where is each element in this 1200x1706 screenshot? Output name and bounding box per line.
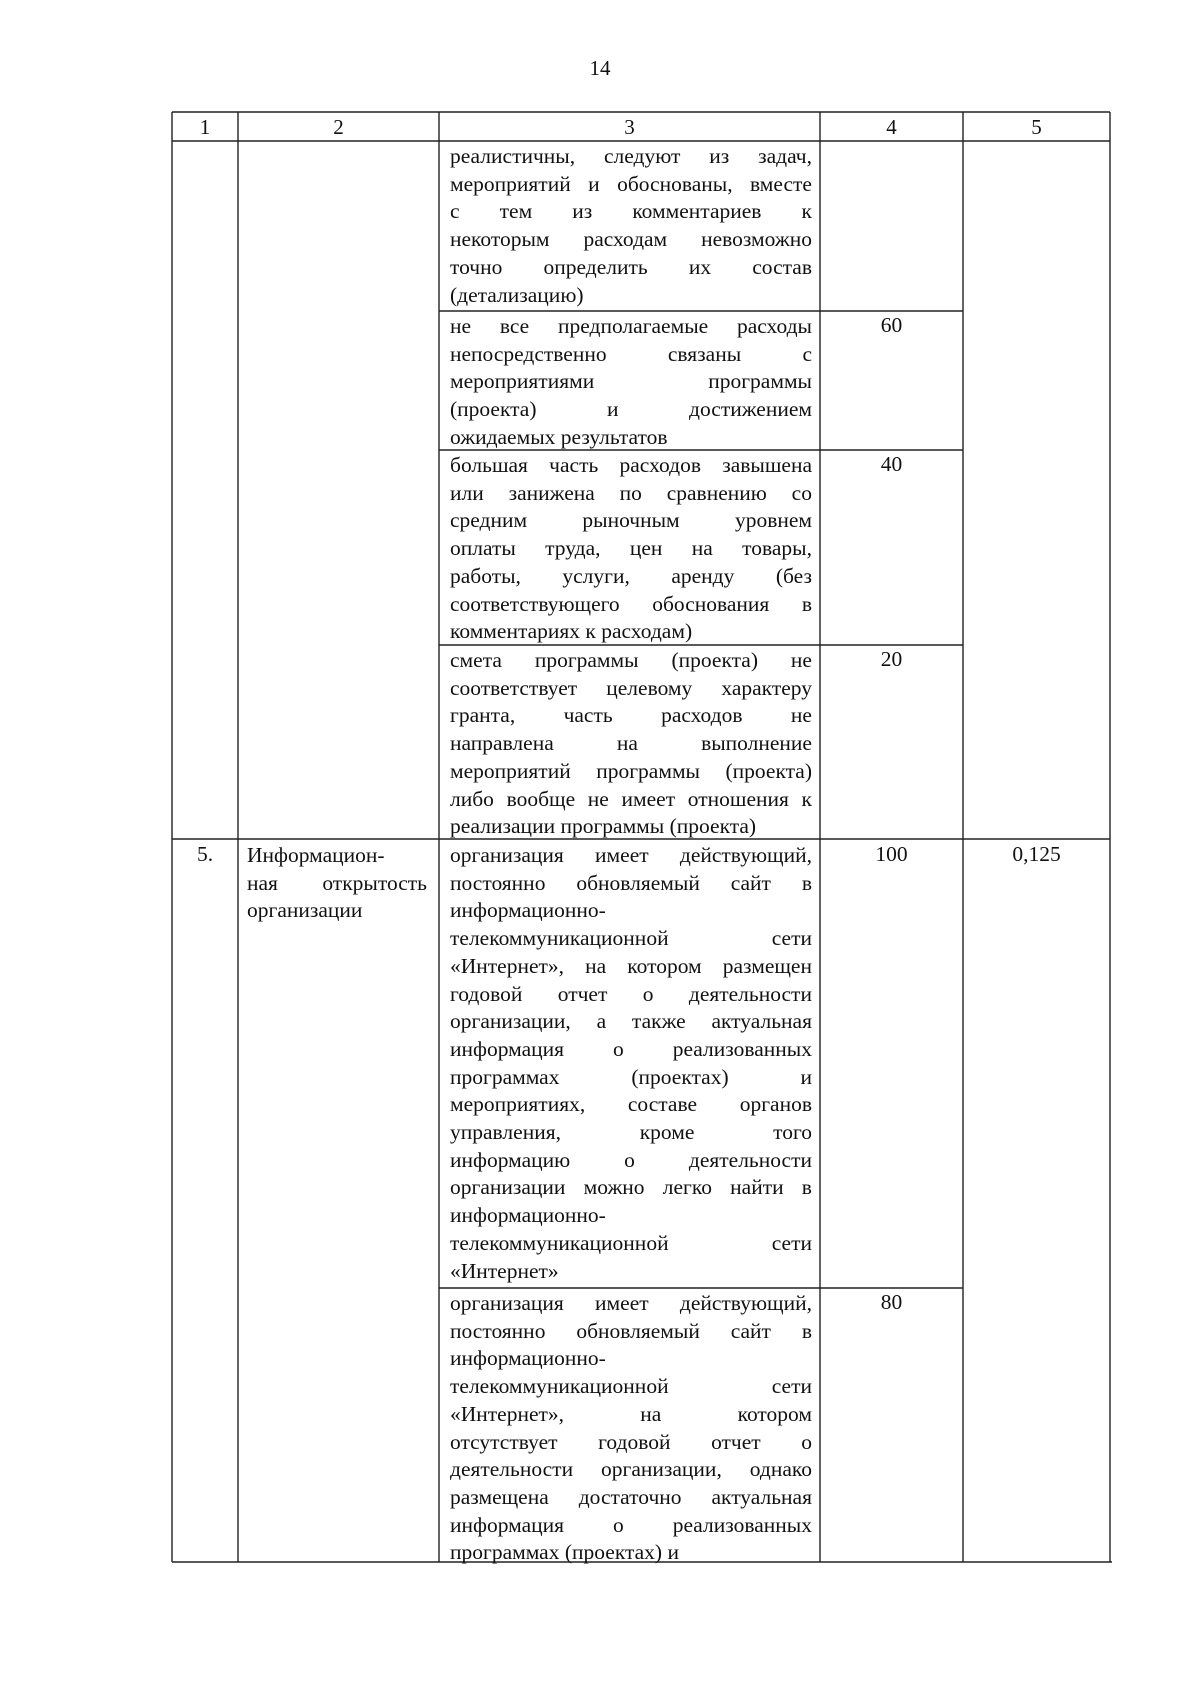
description-line: ожидаемых результатов: [450, 424, 668, 449]
description-line: программах (проектах) и: [450, 1540, 679, 1565]
word: средним: [450, 508, 528, 533]
word: с: [802, 341, 812, 366]
word: о: [642, 981, 654, 1006]
word: постоянно: [450, 870, 546, 895]
word: не: [790, 648, 812, 672]
word: действующий,: [679, 843, 812, 867]
description-line: [450, 341, 812, 369]
word: о: [801, 1429, 812, 1454]
score-cell: 20: [880, 647, 903, 671]
word: того: [773, 1120, 812, 1145]
word: на: [616, 731, 638, 756]
word: управления,: [450, 1120, 561, 1145]
description-line: (детализацию): [450, 282, 584, 307]
word: актуальная: [711, 1484, 812, 1509]
word: имеет: [595, 1291, 649, 1315]
description-line: [450, 1456, 812, 1484]
word: определить: [543, 254, 648, 279]
description-line: [450, 730, 812, 758]
word: из: [709, 144, 730, 168]
criterion-name-line: [247, 870, 427, 898]
word: к: [801, 199, 812, 224]
word: сравнению: [666, 480, 767, 505]
word: телекоммуникационной: [450, 1374, 669, 1399]
description-line: [450, 786, 812, 814]
word: точно: [450, 254, 503, 279]
description-line: [450, 1290, 812, 1318]
word: в: [801, 870, 812, 895]
word: выполнение: [701, 731, 812, 756]
description-cell: [450, 452, 812, 646]
word: размещена: [450, 1484, 549, 1509]
word: и: [800, 1064, 812, 1089]
word: размещен: [722, 953, 812, 978]
header-col-5: 5: [1031, 115, 1042, 139]
word: вообще: [506, 786, 576, 811]
word: легко: [662, 1175, 712, 1200]
description-line: [450, 198, 812, 226]
word: отчет: [711, 1429, 761, 1454]
word: либо: [450, 786, 494, 811]
word: и: [607, 397, 619, 422]
word: действующий,: [679, 1291, 812, 1315]
word: обновляемый: [576, 870, 700, 895]
word: ная: [247, 870, 278, 895]
word: не: [790, 703, 812, 728]
description-line: [450, 591, 812, 619]
word: котором: [737, 1401, 812, 1426]
word: (проекта): [725, 758, 812, 783]
criterion-name-line: организации: [247, 898, 363, 923]
word: соответствует: [450, 675, 578, 700]
word: информацию: [450, 1147, 571, 1172]
description-cell: [450, 842, 812, 1285]
word: годовой: [598, 1429, 671, 1454]
word: постоянно: [450, 1318, 546, 1343]
word: завышена: [722, 453, 812, 477]
description-line: комментариях к расходам): [450, 619, 693, 644]
word: к: [801, 786, 812, 811]
word: достижением: [689, 397, 812, 422]
word: связаны: [667, 341, 742, 366]
word: большая: [450, 453, 528, 477]
word: деятельности: [688, 1147, 812, 1172]
word: (проекта): [671, 648, 758, 672]
word: не: [587, 786, 609, 811]
word: тем: [499, 199, 533, 224]
word: сайт: [730, 870, 771, 895]
page-number: 14: [589, 56, 611, 80]
word: часть: [549, 453, 599, 477]
word: работы,: [450, 563, 521, 588]
description-line: [450, 1064, 812, 1092]
word: в: [801, 591, 812, 616]
word: комментариев: [632, 199, 762, 224]
word: не: [450, 314, 472, 338]
word: (без: [775, 563, 812, 588]
word: мероприятий: [450, 171, 571, 196]
word: программы: [596, 758, 700, 783]
word: в: [801, 1175, 812, 1200]
word: на: [640, 1401, 662, 1426]
description-line: [450, 647, 812, 675]
word: имеет: [621, 786, 676, 811]
score-cell: 100: [875, 842, 908, 866]
word: обновляемый: [576, 1318, 700, 1343]
word: «Интернет»,: [450, 1401, 565, 1426]
word: деятельности: [688, 981, 812, 1006]
word: организации,: [450, 1009, 571, 1034]
word: занижена: [508, 480, 595, 505]
word: организации,: [601, 1457, 722, 1482]
word: «Интернет»,: [450, 953, 565, 978]
word: труда,: [545, 536, 601, 561]
description-line: [450, 870, 812, 898]
description-line: [450, 1174, 812, 1202]
word: достаточно: [578, 1484, 682, 1509]
description-cell: [450, 647, 812, 841]
word: из: [572, 199, 593, 224]
score-cell: 80: [880, 1290, 903, 1314]
description-line: [450, 452, 812, 480]
word: обоснованы,: [617, 171, 733, 196]
description-line: [450, 396, 812, 424]
word: или: [450, 480, 484, 505]
description-cell: [450, 313, 812, 452]
word: смета: [450, 648, 502, 672]
description-line: [450, 563, 812, 591]
word: услуги,: [562, 563, 630, 588]
description-line: реализации программы (проекта): [450, 814, 757, 839]
word: сети: [771, 926, 812, 951]
word: гранта,: [450, 703, 516, 728]
word: найти: [730, 1175, 784, 1200]
description-line: [450, 702, 812, 730]
description-cell: [450, 143, 812, 309]
description-line: [450, 507, 812, 535]
description-line: [450, 981, 812, 1009]
word: уровнем: [734, 508, 812, 533]
word: о: [613, 1512, 624, 1537]
word: вместе: [750, 171, 812, 196]
word: соответствующего: [450, 591, 620, 616]
word: и: [588, 171, 600, 196]
word: а: [596, 1009, 607, 1034]
description-cell: [450, 1290, 812, 1567]
word: на: [691, 536, 713, 561]
criterion-number: 5.: [196, 842, 214, 866]
description-line: [450, 535, 812, 563]
word: актуальная: [711, 1009, 812, 1034]
description-line: «Интернет»: [450, 1258, 559, 1283]
word: со: [791, 480, 812, 505]
word: часть: [563, 703, 613, 728]
word: отчет: [557, 981, 608, 1006]
word: сети: [771, 1230, 812, 1255]
word: кроме: [639, 1120, 695, 1145]
word: следуют: [603, 144, 681, 168]
description-line: [450, 480, 812, 508]
header-col-1: 1: [199, 115, 211, 139]
word: обоснования: [652, 591, 770, 616]
word: мероприятий: [450, 758, 571, 783]
word: (проекта): [450, 397, 537, 422]
description-line: [450, 143, 812, 171]
word: деятельности: [450, 1457, 574, 1482]
criterion-name-line: Информацион-: [247, 843, 385, 867]
word: реализованных: [672, 1512, 812, 1537]
description-line: [450, 1119, 812, 1147]
word: задач,: [758, 144, 812, 168]
word: составе: [627, 1092, 698, 1117]
word: (проектах): [631, 1064, 729, 1089]
description-line: [450, 1230, 812, 1258]
description-line: [450, 226, 812, 254]
description-line: [450, 1429, 812, 1457]
header-col-2: 2: [333, 115, 344, 139]
description-line: [450, 1036, 812, 1064]
word: котором: [627, 953, 702, 978]
description-line: [450, 254, 812, 282]
word: отсутствует: [450, 1429, 558, 1454]
word: товары,: [742, 536, 812, 561]
word: организация: [450, 843, 564, 867]
word: отношения: [687, 786, 789, 811]
word: программы: [534, 648, 639, 672]
word: годовой: [450, 981, 523, 1006]
word: реалистичны,: [450, 144, 576, 168]
word: расходам: [583, 227, 668, 252]
word: их: [688, 254, 712, 279]
criterion-weight: 0,125: [1012, 842, 1061, 866]
score-cell: 40: [880, 452, 903, 476]
word: по: [619, 480, 642, 505]
word: на: [585, 953, 607, 978]
header-col-3: 3: [624, 115, 635, 139]
word: предполагаемые: [558, 314, 709, 338]
description-line: [450, 313, 812, 341]
word: целевому: [606, 675, 693, 700]
word: однако: [749, 1457, 812, 1482]
word: органов: [739, 1092, 812, 1117]
word: сайт: [730, 1318, 771, 1343]
description-line: [450, 1147, 812, 1175]
word: непосредственно: [450, 341, 607, 366]
header-col-4: 4: [886, 115, 897, 139]
criterion-name: [247, 842, 427, 925]
description-line: информационно-: [450, 1203, 606, 1228]
word: расходов: [619, 453, 701, 477]
description-line: [450, 171, 812, 199]
description-line: информационно-: [450, 1346, 606, 1371]
description-line: [450, 675, 812, 703]
description-line: [450, 1318, 812, 1346]
word: телекоммуникационной: [450, 926, 669, 951]
word: программы: [708, 369, 812, 394]
word: сети: [771, 1374, 812, 1399]
description-line: [450, 1008, 812, 1036]
word: направлена: [450, 731, 554, 756]
word: цен: [629, 536, 663, 561]
description-line: [450, 368, 812, 396]
word: информация: [450, 1512, 565, 1537]
description-line: [450, 842, 812, 870]
word: имеет: [595, 843, 649, 867]
word: аренду: [671, 563, 735, 588]
word: все: [499, 314, 530, 338]
word: расходов: [661, 703, 743, 728]
word: с: [450, 199, 460, 224]
word: характеру: [721, 675, 812, 700]
description-line: [450, 758, 812, 786]
description-line: информационно-: [450, 898, 606, 923]
word: рыночным: [582, 508, 680, 533]
description-line: [450, 1091, 812, 1119]
word: оплаты: [450, 536, 516, 561]
word: расходы: [736, 314, 812, 338]
word: невозможно: [701, 227, 812, 252]
score-cell: 60: [880, 313, 903, 337]
word: также: [631, 1009, 686, 1034]
word: программах: [450, 1064, 560, 1089]
description-line: [450, 925, 812, 953]
word: организация: [450, 1291, 564, 1315]
word: в: [801, 1318, 812, 1343]
description-line: [450, 1373, 812, 1401]
description-line: [450, 1401, 812, 1429]
description-line: [450, 1512, 812, 1540]
description-line: [450, 953, 812, 981]
word: мероприятиями: [450, 369, 595, 394]
word: состав: [752, 254, 812, 279]
word: о: [624, 1147, 635, 1172]
word: можно: [583, 1175, 645, 1200]
description-line: [450, 1484, 812, 1512]
word: организации: [450, 1175, 566, 1200]
word: реализованных: [672, 1036, 812, 1061]
word: о: [613, 1036, 624, 1061]
word: телекоммуникационной: [450, 1230, 669, 1255]
word: мероприятиях,: [450, 1092, 586, 1117]
word: информация: [450, 1036, 565, 1061]
word: открытость: [322, 870, 427, 895]
word: некоторым: [450, 227, 550, 252]
